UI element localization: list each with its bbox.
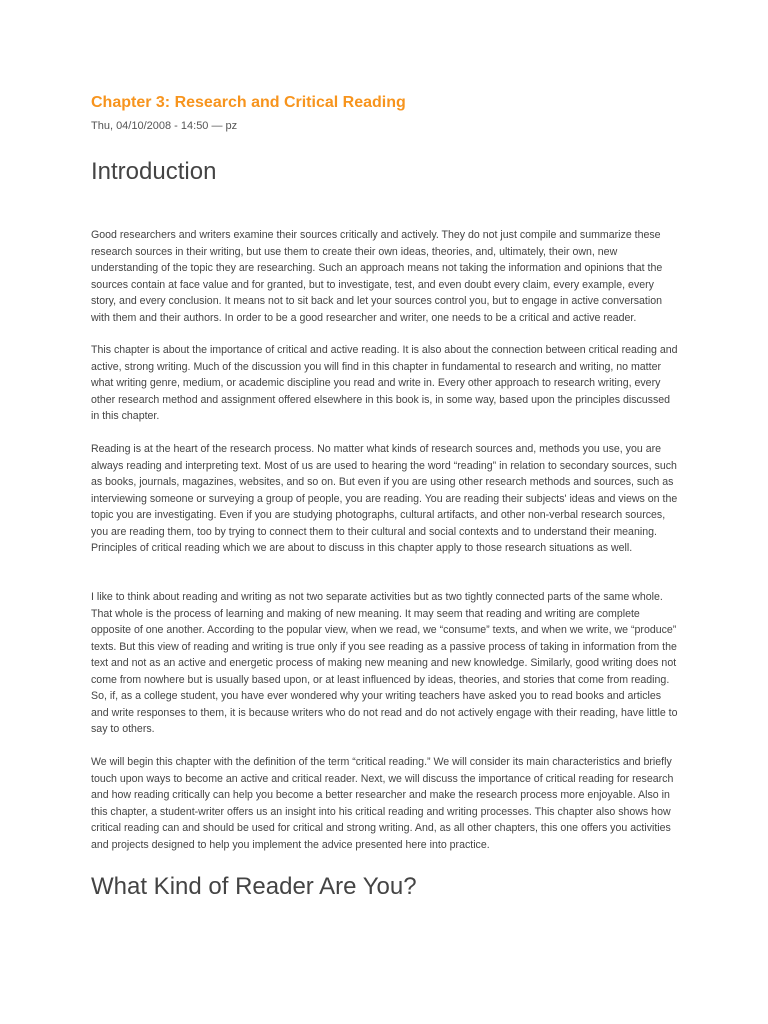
reader-heading: What Kind of Reader Are You?	[91, 873, 417, 900]
paragraph-1: Good researchers and writers examine their sources critically and actively. They do not just compile and summarize these research sources in their writing, but use them to create their own ideas, theories, and, ultimately, their own, new understanding of the topic they are researching. Such an approach means not taking the information and opinions that the sources contain at face value and for granted, but to investigate, test, and even doubt every claim, every example, every story, and every conclusion. It means not to sit back and let your sources control you, but to engage in active conversation with them and their authors. In order to be a good researcher and writer, one needs to be a critical and active reader.	[91, 229, 663, 324]
post-meta: Thu, 04/10/2008 - 14:50 — pz	[91, 120, 238, 132]
paragraph-5: We will begin this chapter with the definition of the term “critical reading.” We will consider its main characteristics and briefly touch upon ways to become an active and critical reader. Next, we will discuss the importance of critical reading for research and how reading critically can help you become a better researcher and make the research process more enjoyable. Also in this chapter, a student-writer offers us an insight into his critical reading and writing processes. This chapter also shows how critical reading can and should be used for critical and strong writing. And, as all other chapters, this one offers you activities and projects designed to help you implement the advice presented here into practice.	[91, 756, 674, 851]
paragraph-3: Reading is at the heart of the research process. No matter what kinds of research sources and, methods you use, you are always reading and interpreting text. Most of us are used to hearing the word “reading” in relation to secondary sources, such as books, journals, magazines, websites, and so on. But even if you are using other research methods and sources, such as interviewing someone or surveying a group of people, you are reading. You are reading their subjects' ideas and views on the topic you are investigating. Even if you are studying photographs, cultural artifacts, and other non-verbal research sources, you are reading them, too by trying to connect them to their cultural and social contexts and to understand their meaning. Principles of critical reading which we are about to discuss in this chapter apply to those research situations as well.	[91, 443, 678, 554]
paragraph-2: This chapter is about the importance of critical and active reading. It is also about the connection between critical reading and active, strong writing. Much of the discussion you will find in this chapter in fundamental to research and writing, no matter what writing genre, medium, or academic discipline you read and write in. Every other approach to research writing, every other research method and assignment offered elsewhere in this book is, in some way, based upon the principles discussed in this chapter.	[91, 344, 678, 422]
chapter-title: Chapter 3: Research and Critical Reading	[91, 94, 406, 111]
introduction-heading: Introduction	[91, 158, 217, 185]
paragraph-4: I like to think about reading and writing as not two separate activities but as two tightly connected parts of the same whole. That whole is the process of learning and making of new meaning. It may seem that reading and writing are complete opposite of one another. According to the popular view, when we read, we “consume” texts, and when we write, we “produce” texts. But this view of reading and writing is true only if you see reading as a passive process of taking in information from the text and not as an active and energetic process of making new meaning and new knowledge. Similarly, good writing does not come from nowhere but is usually based upon, or at least influenced by ideas, theories, and stories that come from reading. So, if, as a college student, you have ever wondered why your writing teachers have asked you to read books and articles and write responses to them, it is because writers who do not read and do not actively engage with their reading, have little to say to others.	[91, 591, 678, 735]
